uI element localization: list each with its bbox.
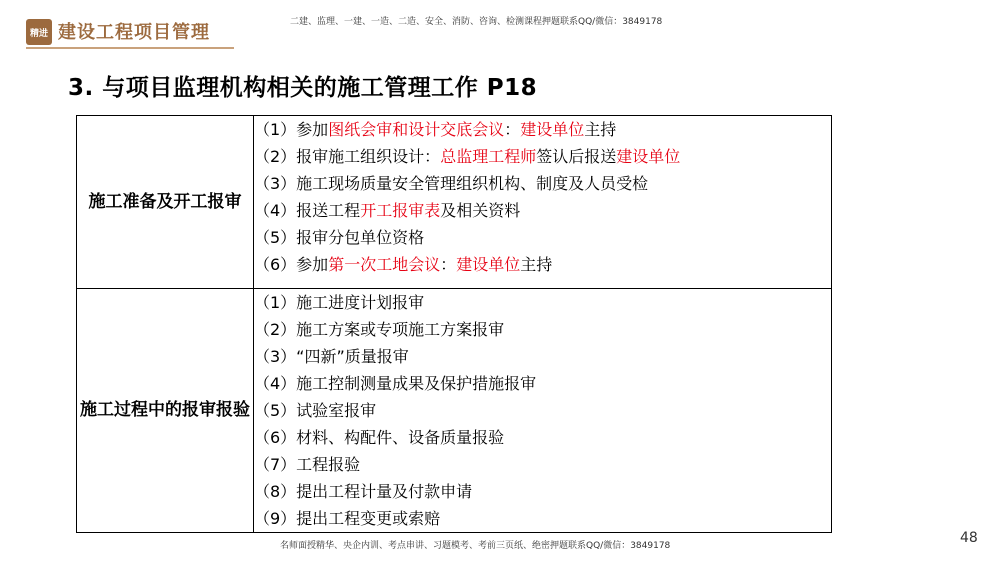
item-text: （6）材料、构配件、设备质量报验: [254, 428, 505, 447]
page-number: 48: [960, 530, 978, 546]
item-text: （6）参加: [254, 255, 329, 274]
item-text: （4）施工控制测量成果及保护措施报审: [254, 374, 537, 393]
item-text: 签认后报送: [536, 147, 617, 166]
item-text: （3）“四新”质量报审: [254, 347, 409, 366]
item-text: （9）提出工程变更或索赔: [254, 509, 441, 528]
list-item: [254, 505, 831, 532]
list-item: [254, 370, 831, 397]
table-row: [77, 289, 832, 533]
list-item: [254, 224, 831, 251]
table-body: [77, 116, 832, 533]
item-text: （4）报送工程: [254, 201, 361, 220]
list-item: [254, 316, 831, 343]
item-text: （7）工程报验: [254, 455, 361, 474]
list-item: [254, 424, 831, 451]
highlight-text: 总监理工程师: [440, 147, 537, 166]
item-text: （3）施工现场质量安全管理组织机构、制度及人员受检: [254, 174, 649, 193]
item-text: 主持: [520, 255, 553, 274]
item-text: （5）试验室报审: [254, 401, 377, 420]
list-item: [254, 251, 831, 278]
highlight-text: 建设单位: [520, 120, 585, 139]
item-text: 及相关资料: [440, 201, 521, 220]
highlight-text: 建设单位: [616, 147, 681, 166]
management-work-table: [76, 115, 832, 533]
item-text: ：: [440, 255, 457, 274]
item-text: （1）施工进度计划报审: [254, 293, 425, 312]
list-item: [254, 343, 831, 370]
list-item: [254, 397, 831, 424]
highlight-text: 第一次工地会议: [328, 255, 441, 274]
list-item: [254, 451, 831, 478]
item-text: ：: [504, 120, 521, 139]
item-text: （1）参加: [254, 120, 329, 139]
list-item: [254, 478, 831, 505]
slide-title: 3. 与项目监理机构相关的施工管理工作 P18: [68, 75, 538, 101]
bottom-contact-note: 名师面授精华、央企内训、考点串讲、习题模考、考前三页纸、绝密押题联系QQ/微信：3849178: [280, 541, 671, 551]
category-cell: 施工过程中的报审报验: [77, 289, 254, 533]
items-cell: [254, 116, 832, 289]
item-text: （5）报审分包单位资格: [254, 228, 425, 247]
list-item: [254, 116, 831, 143]
list-item: [254, 143, 831, 170]
item-text: 主持: [584, 120, 617, 139]
item-text: （2）施工方案或专项施工方案报审: [254, 320, 505, 339]
list-item: [254, 197, 831, 224]
table-row: [77, 116, 832, 289]
item-text: （2）报审施工组织设计：: [254, 147, 441, 166]
logo-badge: 精进: [26, 19, 52, 45]
highlight-text: 图纸会审和设计交底会议: [328, 120, 505, 139]
list-item: [254, 289, 831, 316]
top-contact-note: 二建、监理、一建、一造、二造、安全、消防、咨询、检测课程押题联系QQ/微信：3849178: [290, 17, 663, 27]
list-item: [254, 170, 831, 197]
highlight-text: 开工报审表: [360, 201, 441, 220]
category-cell: 施工准备及开工报审: [77, 116, 254, 289]
brand-underline: [26, 47, 234, 49]
brand-title: 建设工程项目管理: [58, 22, 210, 43]
item-text: （8）提出工程计量及付款申请: [254, 482, 473, 501]
highlight-text: 建设单位: [456, 255, 521, 274]
items-cell: [254, 289, 832, 533]
